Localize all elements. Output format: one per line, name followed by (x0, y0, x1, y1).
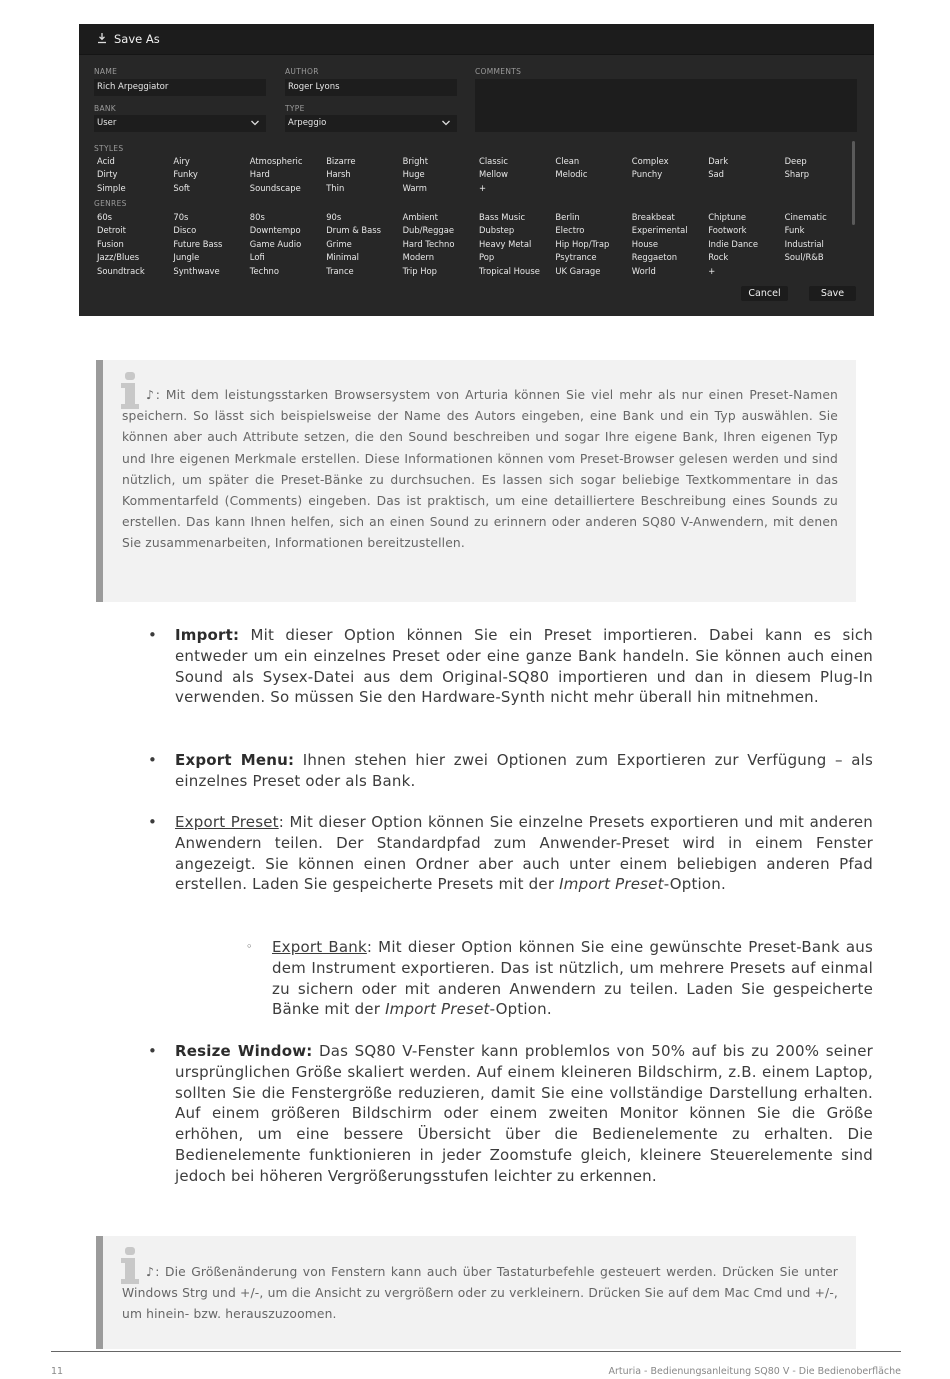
genre-tag[interactable]: Synthwave (173, 265, 220, 276)
genre-tag[interactable]: World (631, 265, 656, 276)
export-bank-title: Export Bank (272, 938, 367, 956)
genres-label: GENRES (94, 199, 127, 208)
genre-tag[interactable]: Jungle (173, 252, 200, 263)
style-tag[interactable]: Melodic (555, 169, 588, 180)
genre-tag[interactable]: Techno (249, 265, 279, 276)
genre-tag[interactable]: Psytrance (555, 252, 597, 263)
genre-tag[interactable]: Lofi (249, 252, 265, 263)
info-note-browser (96, 360, 856, 602)
export-menu-text: Ihnen stehen hier zwei Optionen zum Exportieren zur Verfügung – als einzelnes Preset oder als Bank. (175, 751, 873, 790)
author-value: Roger Lyons (288, 82, 340, 92)
style-tag[interactable]: Harsh (326, 169, 351, 180)
genre-tag[interactable]: Bass Music (479, 212, 526, 222)
style-tag[interactable]: Soft (173, 182, 190, 193)
chevron-down-icon (250, 118, 260, 128)
genre-tag[interactable]: 60s (97, 212, 113, 222)
style-tag[interactable]: Simple (97, 182, 126, 193)
style-tag[interactable]: Soundscape (249, 182, 301, 193)
type-select[interactable] (285, 115, 457, 132)
save-button[interactable]: Save (809, 286, 856, 301)
import-text: Mit dieser Option können Sie ein Preset importieren. Dabei kann es sich entweder um ein einzelnes Preset oder eine ganze Bank handeln. Sie können auch einen Sound als Sysex-Datei aus dem Original-SQ80 importieren und dan in diesem Plug-In verwenden. So müssen Sie den Hardware-Synth nicht mehr überall hin mitnehmen. (175, 626, 873, 707)
name-field[interactable] (94, 79, 266, 96)
genre-tag[interactable]: Reggaeton (631, 252, 678, 263)
genre-tag[interactable]: Disco (173, 225, 197, 236)
footer-title: Arturia - Bedienungsanleitung SQ80 V - Die Bedienoberfläche (608, 1366, 901, 1377)
bullet-export-bank (246, 937, 873, 1020)
genre-tag[interactable]: Modern (402, 252, 435, 263)
genre-tag[interactable]: Experimental (631, 225, 688, 236)
style-tag[interactable]: Warm (402, 182, 427, 193)
style-tag[interactable]: Bright (402, 156, 429, 166)
genre-tag[interactable]: UK Garage (555, 265, 601, 276)
note-text: ♪: Die Größenänderung von Fenstern kann auch über Tastaturbefehle gesteuert werden. Drücken Sie unter Windows Strg und +/-, um die Ansicht zu vergrößern oder zu verkleinern. Drücken Sie auf dem Mac Cmd und +/-, um hinein- bzw. herauszuzoomen. (122, 1265, 838, 1322)
chevron-down-icon (441, 118, 451, 128)
bank-select[interactable] (94, 115, 266, 132)
genre-tag[interactable]: Tropical House (479, 265, 540, 276)
style-tag[interactable]: Hard (249, 169, 270, 180)
resize-title: Resize Window: (175, 1042, 313, 1060)
style-tag[interactable]: Airy (173, 156, 190, 166)
page-number: 11 (51, 1366, 64, 1377)
style-tag[interactable]: Mellow (479, 169, 509, 180)
genre-tag[interactable]: Minimal (326, 252, 359, 263)
genre-tag[interactable]: Dubstep (479, 225, 515, 236)
style-tag[interactable]: Deep (784, 156, 807, 166)
export-preset-title: Export Preset (175, 813, 279, 831)
genre-tag[interactable]: Drum & Bass (326, 225, 382, 236)
bullet-export-menu (148, 750, 873, 792)
genre-tag[interactable]: Berlin (555, 212, 580, 222)
type-label: TYPE (285, 104, 305, 113)
genre-tag[interactable]: Fusion (97, 238, 124, 249)
bullet-dot: • (148, 751, 158, 769)
genre-tag[interactable]: Game Audio (249, 238, 302, 249)
scrollbar[interactable] (852, 141, 855, 225)
bullet-resize-window (148, 1041, 874, 1187)
genre-tag[interactable]: Cinematic (784, 212, 827, 222)
genre-tag[interactable]: Breakbeat (631, 212, 675, 222)
bullet-circle: ◦ (246, 940, 253, 953)
import-title: Import: (175, 626, 240, 644)
bank-label: BANK (94, 104, 117, 113)
export-menu-title: Export Menu: (175, 751, 295, 769)
genre-tag[interactable]: Soul/R&B (784, 252, 824, 263)
bank-value: User (97, 118, 117, 128)
genre-tag[interactable]: Jazz/Blues (97, 252, 140, 263)
genre-tag[interactable]: Trance (326, 265, 354, 276)
genre-tag[interactable]: Downtempo (249, 225, 301, 236)
genre-tag[interactable]: Heavy Metal (479, 238, 532, 249)
export-bank-em: Import Preset (385, 1000, 490, 1019)
comments-label: COMMENTS (475, 67, 522, 76)
style-tag[interactable]: + (479, 182, 487, 193)
style-tag[interactable]: Dirty (97, 169, 118, 180)
genre-tag[interactable]: Hard Techno (402, 238, 455, 249)
cancel-button[interactable]: Cancel (741, 286, 788, 301)
style-tag[interactable]: Complex (631, 156, 669, 166)
style-tag[interactable]: Atmospheric (249, 156, 303, 166)
type-value: Arpeggio (288, 118, 327, 128)
comments-field[interactable] (475, 79, 857, 132)
style-tag[interactable]: Clean (555, 156, 580, 166)
export-preset-em: Import Preset (559, 875, 664, 894)
resize-text: Das SQ80 V-Fenster kann problemlos von 50% auf bis zu 200% seiner ursprünglichen Größe skaliert werden. Auf einem kleineren Bildschirm, z.B. einem Laptop, sollten Sie die Fenstergröße reduzieren, damit Sie eine vollständige Darstellung erhalten. Auf einem größeren Bildschirm oder einem zweiten Monitor können Sie die Größe erhöhen, um eine bessere Übersicht über die Bedienelemente zu erhalten. Die Bedienelemente funktionieren in jeder Zoomstufe gleich, kleinere Steuerelemente sind jedoch bei höheren Vergrößerungsstufen leichter zu erkennen. (175, 1042, 874, 1185)
export-preset-text: : Mit dieser Option können Sie einzelne Presets exportieren und mit anderen Anwendern teilen. Der Standardpfad zum Anwender-Preset wird in einem Fenster angezeigt. Sie können einen Ordner aber auch unter einem beliebigen anderen Pfad erstellen. Laden Sie gespeicherte Presets mit der (175, 813, 873, 894)
genre-tag[interactable]: Trip Hop (402, 265, 437, 276)
name-value: Rich Arpeggiator (97, 82, 169, 92)
download-icon (96, 32, 108, 44)
style-tag[interactable]: Sharp (784, 169, 810, 180)
genre-tag[interactable]: Dub/Reggae (402, 225, 455, 236)
genre-tag[interactable]: Pop (479, 252, 495, 263)
footer-divider (51, 1351, 901, 1352)
styles-label: STYLES (94, 144, 124, 153)
genre-tag[interactable]: Grime (326, 238, 352, 249)
author-label: AUTHOR (285, 67, 319, 76)
genre-tag[interactable]: House (631, 238, 659, 249)
export-bank-text: : Mit dieser Option können Sie eine gewünschte Preset-Bank aus dem Instrument exportieren. Das ist nützlich, um mehrere Presets auf einmal zu sichern oder mit anderen Anwendern zu teilen. Laden Sie gespeicherte Bänke mit der (272, 938, 873, 1019)
bullet-dot: • (148, 813, 158, 831)
save-as-dialog (79, 24, 874, 316)
genre-tag[interactable]: 80s (249, 212, 265, 222)
bullet-dot: • (148, 626, 158, 644)
genre-tag[interactable]: Footwork (708, 225, 747, 236)
genre-tag[interactable]: Electro (555, 225, 585, 236)
dialog-header (79, 24, 874, 55)
style-tag[interactable]: Acid (97, 156, 115, 166)
bullet-export-preset (148, 812, 873, 895)
bullet-dot: • (148, 1042, 158, 1060)
genre-tag[interactable]: Ambient (402, 212, 438, 222)
genre-tag[interactable]: Hip Hop/Trap (555, 238, 610, 249)
info-note-resize (96, 1236, 856, 1349)
genre-tag[interactable]: 90s (326, 212, 342, 222)
style-tag[interactable]: Huge (402, 169, 425, 180)
dialog-title: Save As (114, 32, 160, 46)
author-field[interactable] (285, 79, 457, 96)
genre-tag[interactable]: Indie Dance (708, 238, 759, 249)
genre-tag[interactable]: Soundtrack (97, 265, 145, 276)
style-tag[interactable]: Sad (708, 169, 724, 180)
genre-tag[interactable]: + (708, 265, 716, 276)
style-tag[interactable]: Dark (708, 156, 729, 166)
style-tag[interactable]: Bizarre (326, 156, 356, 166)
genre-tag[interactable]: Future Bass (173, 238, 223, 249)
name-label: NAME (94, 67, 118, 76)
style-tag[interactable]: Classic (479, 156, 508, 166)
style-tag[interactable]: Thin (326, 182, 345, 193)
genre-tag[interactable]: 70s (173, 212, 189, 222)
genre-tag[interactable]: Detroit (97, 225, 126, 236)
note-text: ♪: Mit dem leistungsstarken Browsersystem von Arturia können Sie viel mehr als nur einen Preset-Namen speichern. So lässt sich beispielsweise der Name des Autors eingeben, eine Bank und ein Typ auswählen. Sie können aber auch Attribute setzen, die den Sound beschreiben und sogar Ihre eigene Bank, Ihren eigenen Typ und Ihre eigenen Merkmale erstellen. Diese Informationen können vom Preset-Browser gelesen werden und sind nützlich, um später die Preset-Bänke zu durchsuchen. Es lassen sich sogar beliebige Textkommentare in das Kommentarfeld (Comments) eingeben. Das ist praktisch, um eine detailliertere Beschreibung eines Sounds zu erstellen. Das kann Ihnen helfen, sich an einen Sound zu erinnern oder anderen SQ80 V-Anwendern, mit denen Sie zusammenarbeiten, Informationen bereitzustellen. (122, 388, 838, 551)
genre-tag[interactable]: Industrial (784, 238, 824, 249)
export-bank-tail: -Option. (489, 1000, 552, 1019)
style-tag[interactable]: Funky (173, 169, 198, 180)
genre-tag[interactable]: Rock (708, 252, 729, 263)
style-tag[interactable]: Punchy (631, 169, 663, 180)
bullet-import (148, 625, 873, 708)
export-preset-tail: -Option. (663, 875, 726, 894)
genre-tag[interactable]: Chiptune (708, 212, 747, 222)
genre-tag[interactable]: Funk (784, 225, 805, 236)
